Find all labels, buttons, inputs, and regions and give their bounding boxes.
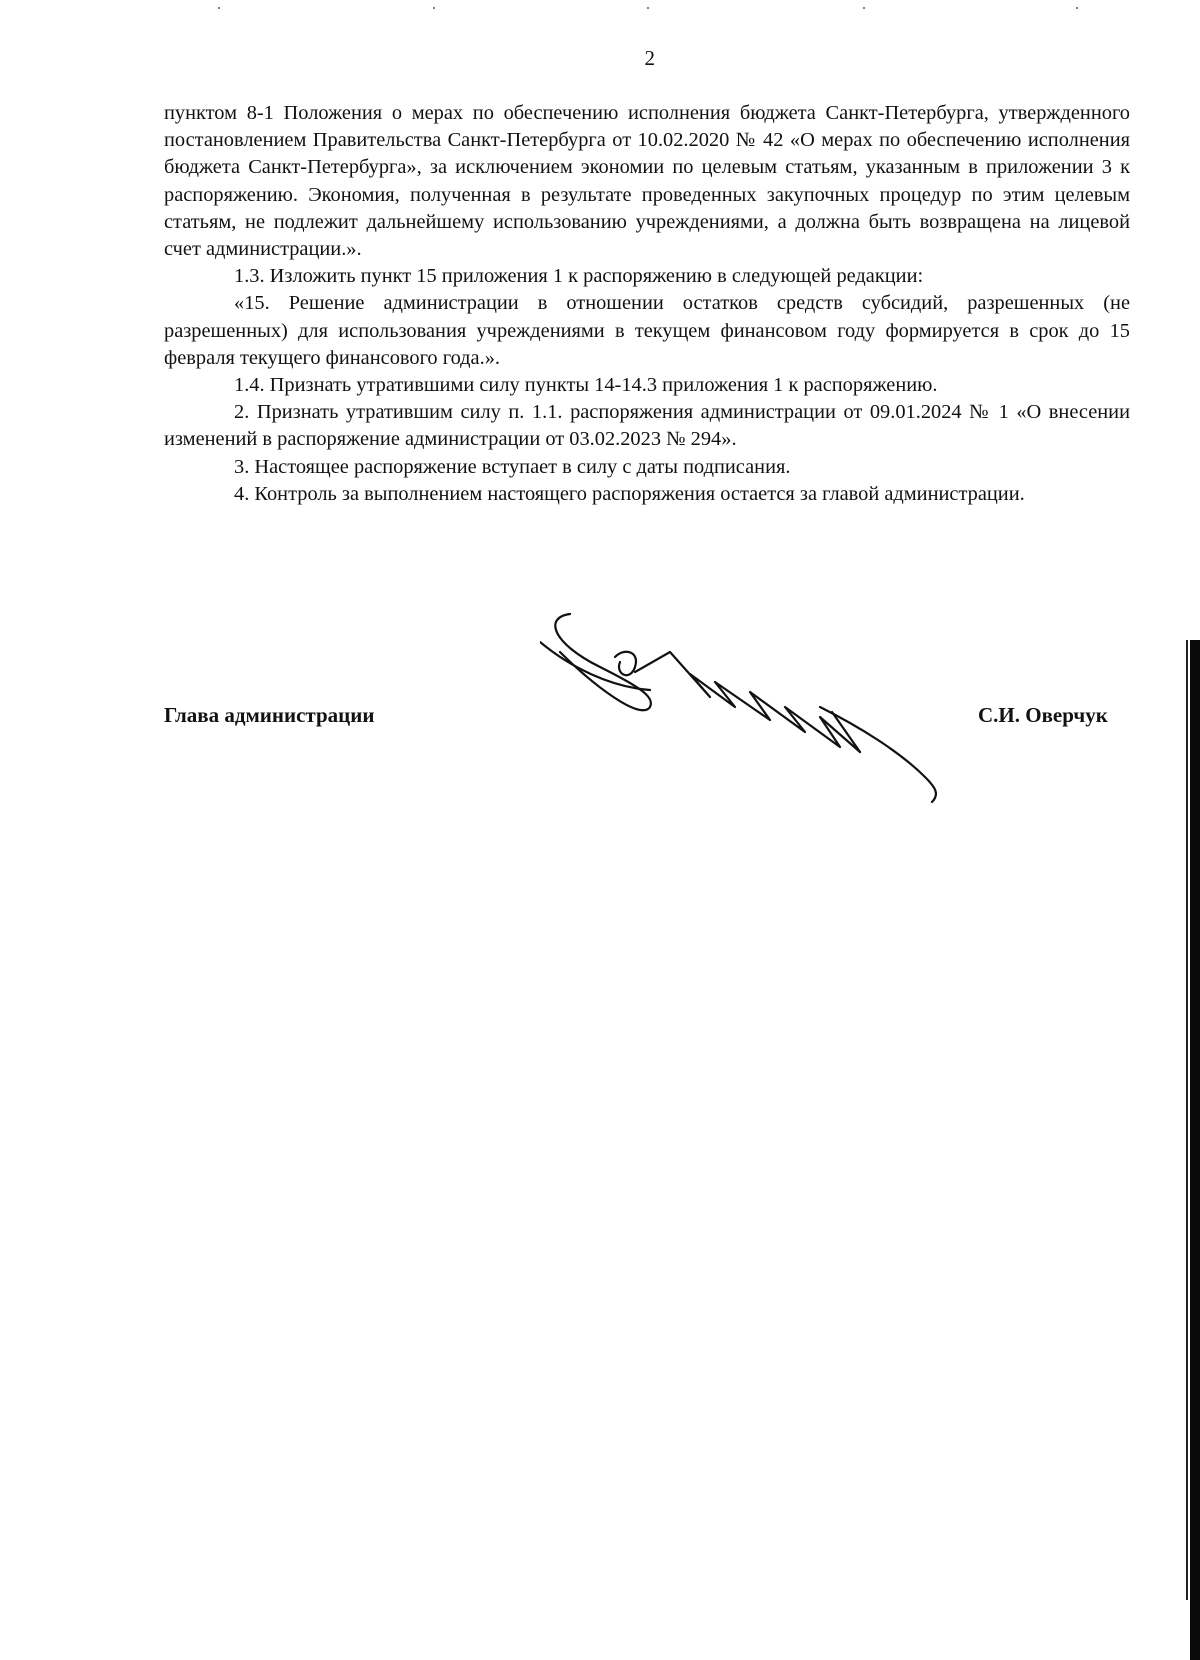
- signatory-title: Глава администрации: [164, 703, 375, 727]
- scan-edge-line: [1186, 640, 1188, 1600]
- page-number: 2: [644, 46, 656, 70]
- paragraph-item-1-3: 1.3. Изложить пункт 15 приложения 1 к распоряжению в следующей редакции:: [234, 265, 924, 288]
- handwritten-signature: [540, 612, 1000, 842]
- paragraph-item-3: 3. Настоящее распоряжение вступает в силу с даты подписания.: [234, 455, 791, 478]
- scan-artifacts: [0, 0, 1200, 20]
- paragraph-item-15-quote: «15. Решение администрации в отношении остатков средств субсидий, разрешенных (не разрешенных) для использования учреждениями в текущем финансовом году формируется в срок до 15 февраля текущего финансового года.».: [164, 292, 1130, 369]
- signatory-name: С.И. Оверчук: [978, 703, 1108, 727]
- paragraph-item-4: 4. Контроль за выполнением настоящего распоряжения остается за главой администрации.: [234, 482, 1025, 505]
- paragraph-item-1-4: 1.4. Признать утратившими силу пункты 14-14.3 приложения 1 к распоряжению.: [234, 374, 938, 397]
- scan-edge-bar: [1190, 640, 1200, 1660]
- paragraph-continuation: пунктом 8-1 Положения о мерах по обеспечению исполнения бюджета Санкт-Петербурга, утвержденного постановлением Правительства Санкт-Петербурга от 10.02.2020 № 42 «О мерах по обеспечению исполнения бюджета Санкт-Петербурга», за исключением экономии по целевым статьям, указанным в приложении 3 к распоряжению. Экономия, полученная в результате проведенных закупочных процедур по этим целевым статьям, не подлежит дальнейшему использованию учреждениями, а должна быть возвращена на лицевой счет администрации.».: [164, 102, 1130, 261]
- paragraph-item-2: 2. Признать утратившим силу п. 1.1. распоряжения администрации от 09.01.2024 № 1 «О внесении изменений в распоряжение администрации от 03.02.2023 № 294».: [164, 401, 1130, 451]
- document-body: [164, 100, 1130, 508]
